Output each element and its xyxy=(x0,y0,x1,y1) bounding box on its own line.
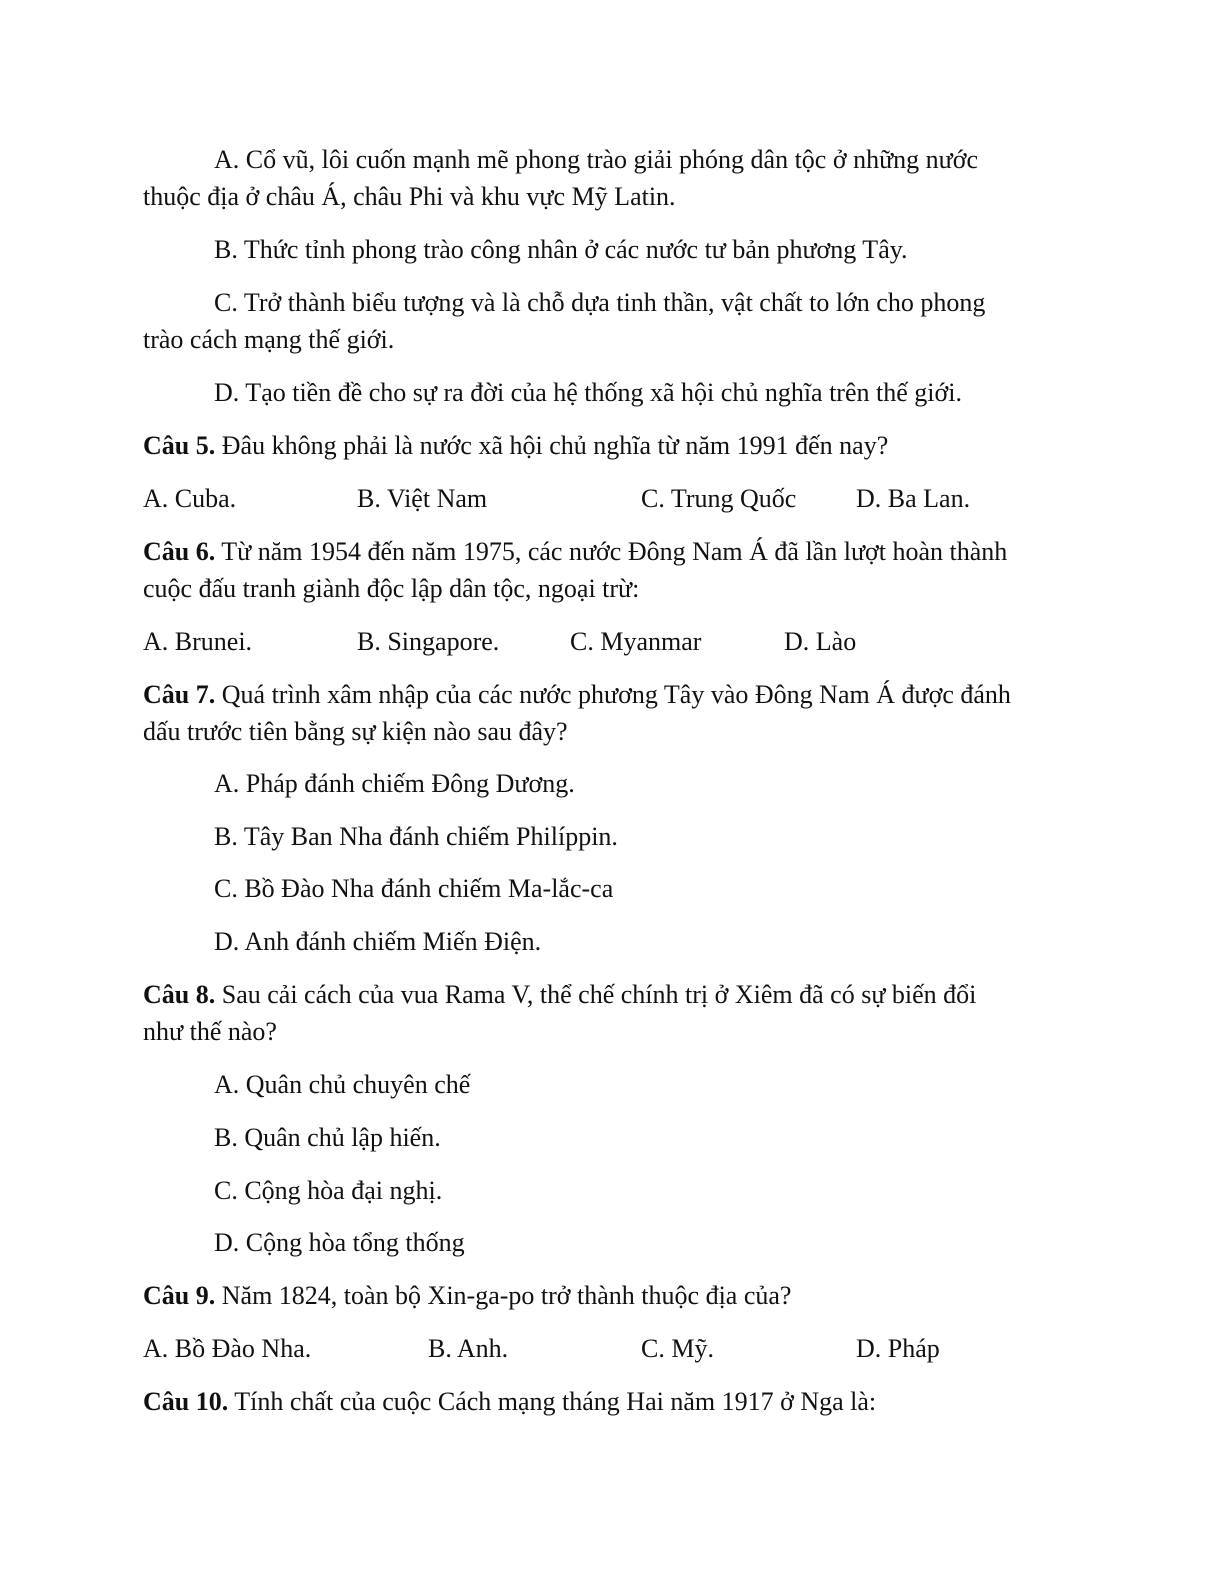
q10-question xyxy=(143,1383,876,1420)
q6-question-line1 xyxy=(143,533,1007,570)
q8-option-d: D. Cộng hòa tổng thống xyxy=(214,1228,465,1257)
q7-question-line2: dấu trước tiên bằng sự kiện nào sau đây? xyxy=(143,717,568,746)
q5-text: Đâu không phải là nước xã hội chủ nghĩa từ năm 1991 đến nay? xyxy=(215,431,889,460)
q7-option-b: B. Tây Ban Nha đánh chiếm Philíppin. xyxy=(214,822,618,851)
q9-option-a: A. Bồ Đào Nha. xyxy=(143,1334,312,1363)
q8-option-a: A. Quân chủ chuyên chế xyxy=(214,1070,471,1099)
q7-option-c: C. Bồ Đào Nha đánh chiếm Ma-lắc-ca xyxy=(214,874,614,903)
q8-option-b: B. Quân chủ lập hiến. xyxy=(214,1123,441,1152)
q5-label: Câu 5. xyxy=(143,431,216,460)
q7-question-line1 xyxy=(143,676,1011,713)
q8-question-line2: như thế nào? xyxy=(143,1017,277,1046)
q5-option-d: D. Ba Lan. xyxy=(856,484,971,513)
q5-option-b: B. Việt Nam xyxy=(357,484,488,513)
q7-text1: Quá trình xâm nhập của các nước phương Tây vào Đông Nam Á được đánh xyxy=(215,680,1011,709)
q9-option-c: C. Mỹ. xyxy=(641,1334,714,1363)
q4-option-a-line1: A. Cổ vũ, lôi cuốn mạnh mẽ phong trào giải phóng dân tộc ở những nước xyxy=(214,145,979,174)
q4-option-d: D. Tạo tiền đề cho sự ra đời của hệ thống xã hội chủ nghĩa trên thế giới. xyxy=(214,378,962,407)
q4-option-b: B. Thức tỉnh phong trào công nhân ở các nước tư bản phương Tây. xyxy=(214,235,908,264)
q6-option-a: A. Brunei. xyxy=(143,627,253,656)
q6-option-b: B. Singapore. xyxy=(357,627,500,656)
q5-question xyxy=(143,427,888,464)
q7-option-a: A. Pháp đánh chiếm Đông Dương. xyxy=(214,769,575,798)
q10-text: Tính chất của cuộc Cách mạng tháng Hai năm 1917 ở Nga là: xyxy=(228,1387,877,1416)
q6-option-c: C. Myanmar xyxy=(570,627,702,656)
q6-option-d: D. Lào xyxy=(784,627,857,656)
q8-text1: Sau cải cách của vua Rama V, thể chế chính trị ở Xiêm đã có sự biến đổi xyxy=(215,980,977,1009)
q7-option-d: D. Anh đánh chiếm Miến Điện. xyxy=(214,927,542,956)
q5-option-a: A. Cuba. xyxy=(143,484,237,513)
q9-option-b: B. Anh. xyxy=(428,1334,509,1363)
q4-option-a-line2: thuộc địa ở châu Á, châu Phi và khu vực Mỹ Latin. xyxy=(143,182,676,211)
q8-question-line1 xyxy=(143,976,976,1013)
q9-question xyxy=(143,1277,791,1314)
q4-option-c-line1: C. Trở thành biểu tượng và là chỗ dựa tinh thần, vật chất to lớn cho phong xyxy=(214,288,986,317)
q9-option-d: D. Pháp xyxy=(856,1334,940,1363)
q9-label: Câu 9. xyxy=(143,1281,216,1310)
q8-label: Câu 8. xyxy=(143,980,216,1009)
q6-label: Câu 6. xyxy=(143,537,216,566)
q6-question-line2: cuộc đấu tranh giành độc lập dân tộc, ngoại trừ: xyxy=(143,574,640,603)
q10-label: Câu 10. xyxy=(143,1387,229,1416)
q5-option-c: C. Trung Quốc xyxy=(641,484,797,513)
q6-text1: Từ năm 1954 đến năm 1975, các nước Đông Nam Á đã lần lượt hoàn thành xyxy=(215,537,1008,566)
q8-option-c: C. Cộng hòa đại nghị. xyxy=(214,1176,443,1205)
q7-label: Câu 7. xyxy=(143,680,216,709)
q9-text: Năm 1824, toàn bộ Xin-ga-po trở thành thuộc địa của? xyxy=(215,1281,792,1310)
q4-option-c-line2: trào cách mạng thế giới. xyxy=(143,325,395,354)
